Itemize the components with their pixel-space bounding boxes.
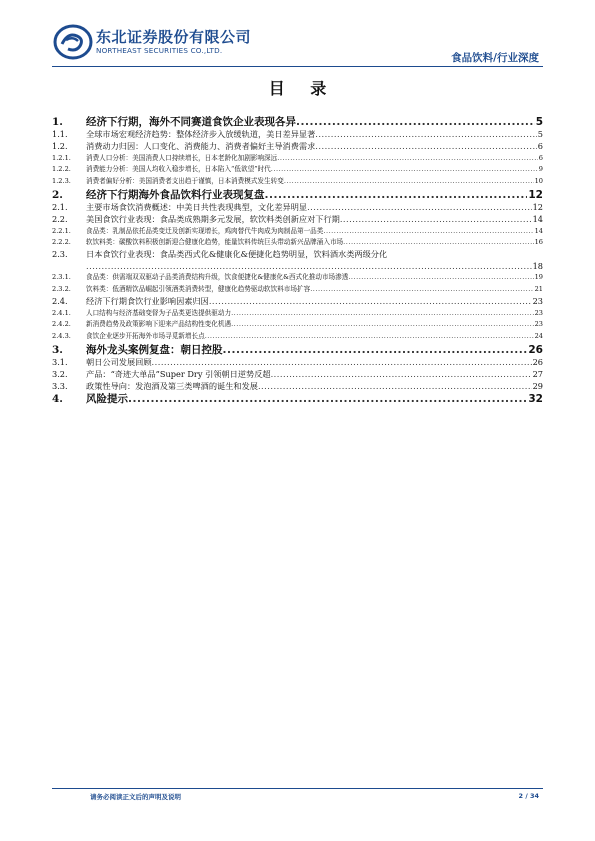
toc-entry[interactable] [52, 115, 543, 129]
toc-entry-page: 32 [528, 393, 543, 406]
toc-entry-title: 食品类：供需端双双驱动子品类消费结构升级，饮食便捷化&健康化&西式化推动市场渗透 [86, 273, 349, 282]
toc-leader-dots [315, 129, 537, 141]
footer-divider [52, 788, 543, 789]
company-name-cn: 东北证券股份有限公司 [96, 28, 252, 46]
toc-entry-page: 23 [534, 320, 543, 329]
toc-entry-page: 14 [532, 213, 543, 224]
toc-entry-page: 10 [534, 177, 543, 186]
toc-entry-title: 产品：“奇迹大单品”Super Dry 引领朝日逆势反超 [86, 368, 271, 379]
toc-entry-page: 23 [534, 308, 543, 317]
toc-entry-number: 2.4.2. [52, 320, 71, 329]
toc-entry-number: 3.1. [52, 356, 68, 367]
toc-leader-dots [231, 308, 534, 320]
toc-leader-dots [310, 284, 533, 296]
toc-entry[interactable] [52, 164, 543, 176]
toc-entry[interactable] [52, 141, 543, 153]
toc-entry-title: 主要市场食饮消费概述：中美日共性表现典型，文化差异明显 [86, 201, 308, 212]
toc-entry-title: 新消费趋势及政策影响下迎来产品结构性变化机遇 [86, 320, 232, 329]
toc-entry-number: 3. [52, 343, 63, 356]
toc-entry-title: 经济下行期食饮行业影响因素归因 [86, 295, 209, 306]
toc-entry[interactable] [52, 176, 543, 188]
toc-leader-dots [265, 188, 528, 202]
toc-entry[interactable] [52, 392, 543, 406]
toc-entry-title: 软饮料类：碳酸饮料积极创新迎合健康化趋势，能量饮料传统巨头带动新兴品牌涌入市场 [86, 238, 344, 247]
toc-entry-number: 1.1. [52, 129, 68, 139]
toc-entry-page: 14 [534, 226, 543, 235]
toc-entry-number: 2.3. [52, 249, 68, 260]
page-title: 目 录 [268, 79, 337, 98]
toc-leader-dots [315, 141, 537, 153]
toc-entry-number: 3.3. [52, 380, 68, 391]
page-number: 2 / 34 [518, 792, 539, 800]
toc-leader-dots [323, 226, 533, 238]
toc-entry[interactable] [52, 237, 543, 249]
toc-entry-number: 2.4.3. [52, 332, 71, 341]
toc-leader-dots [128, 392, 527, 406]
toc-entry-page: 6 [538, 153, 543, 162]
toc-entry-page: 18 [532, 261, 543, 272]
toc-entry-page: 26 [532, 356, 543, 367]
toc-entry-number: 2. [52, 188, 63, 201]
toc-entry[interactable] [52, 357, 543, 369]
toc-entry-title: 全球市场宏观经济趋势：整体经济步入放缓轨道，美日差异显著 [86, 129, 316, 139]
toc-entry-title: 食品类：乳制品依托品类变迁及创新实现增长，鸡肉替代牛肉成为肉制品第一品类 [86, 226, 324, 235]
toc-leader-dots [152, 357, 532, 369]
toc-entry-number: 2.2.1. [52, 226, 71, 235]
toc-entry-title: 朝日公司发展回顾 [86, 356, 152, 367]
toc-leader-dots [258, 381, 532, 393]
toc-entry[interactable] [52, 319, 543, 331]
toc-leader-dots [231, 319, 534, 331]
toc-entry-page: 16 [534, 238, 543, 247]
toc-entry[interactable] [52, 284, 543, 296]
toc-entry-number: 1.2.1. [52, 153, 71, 162]
toc-entry-page: 29 [532, 380, 543, 391]
toc-entry-number: 4. [52, 393, 63, 406]
toc-entry[interactable] [52, 331, 543, 343]
toc-leader-dots [209, 296, 532, 308]
toc-entry-number: 2.3.1. [52, 273, 71, 282]
toc-entry-title: 经济下行期，海外不同赛道食饮企业表现各异 [86, 116, 296, 128]
toc-entry-page: 6 [537, 140, 543, 151]
toc-entry-continuation[interactable] [52, 261, 543, 272]
toc-leader-dots [307, 202, 532, 214]
toc-entry[interactable] [52, 249, 543, 261]
toc-entry-number: 1.2.3. [52, 177, 71, 186]
toc-entry-title: 经济下行期海外食品饮料行业表现复盘 [86, 188, 265, 201]
toc-leader-dots [284, 176, 534, 188]
toc-entry-number: 1.2.2. [52, 165, 71, 174]
toc-leader-dots [343, 237, 533, 249]
footer-disclaimer: 请务必阅读正文后的声明及说明 [90, 793, 181, 801]
toc-entry-page: 23 [532, 295, 543, 306]
toc-leader-dots [340, 214, 532, 226]
toc-entry[interactable] [52, 202, 543, 214]
toc-entry-title: 日本食饮行业表现：食品类西式化&健康化&便捷化趋势明显，饮料酒水类两级分化 [86, 249, 388, 260]
toc-entry-number: 2.2. [52, 213, 68, 224]
toc-leader-dots [277, 153, 538, 165]
toc-entry[interactable] [52, 188, 543, 202]
toc-entry[interactable] [52, 369, 543, 381]
toc-entry-title: 消费能力分析：美国人均收入稳步增长，日本陷入“低欲望”时代 [86, 165, 271, 174]
toc-entry-page: 24 [534, 332, 543, 341]
toc-entry[interactable] [52, 272, 543, 284]
toc-entry[interactable] [52, 308, 543, 320]
toc-leader-dots [348, 272, 533, 284]
toc-entry-title: 风险提示 [86, 393, 128, 406]
toc-entry[interactable] [52, 153, 543, 165]
company-name-en: NORTHEAST SECURITIES CO.,LTD. [96, 46, 223, 55]
toc-entry-number: 1. [52, 116, 63, 128]
toc-entry[interactable] [52, 214, 543, 226]
toc-entry[interactable] [52, 381, 543, 393]
toc-entry-title: 人口结构与经济基础变督为子品类更迭提供驱动力 [86, 308, 232, 317]
report-category: 食品饮料/行业深度 [451, 52, 539, 64]
toc-entry-title: 消费动力归因：人口变化、消费能力、消费者偏好主导消费需求 [86, 140, 316, 151]
header-divider [52, 66, 543, 67]
table-of-contents [52, 115, 543, 406]
toc-entry[interactable] [52, 129, 543, 141]
toc-entry-page: 26 [528, 343, 543, 356]
toc-entry-page: 21 [534, 284, 543, 293]
toc-entry-page: 12 [532, 201, 543, 212]
toc-entry-page: 19 [534, 273, 543, 282]
toc-entry[interactable] [52, 226, 543, 238]
toc-leader-dots [205, 331, 534, 343]
toc-entry-page: 9 [538, 165, 543, 174]
toc-leader-dots [296, 115, 535, 129]
northeast-securities-logo-icon [53, 24, 93, 60]
toc-entry-number: 2.4.1. [52, 308, 71, 317]
toc-entry-number: 1.2. [52, 140, 68, 151]
toc-entry-number: 3.2. [52, 368, 68, 379]
page-header [0, 0, 595, 70]
toc-entry-title: 消费者偏好分析：美国消费者支出趋于谨慎，日本消费模式发生转变 [86, 177, 284, 186]
toc-entry-page: 27 [532, 368, 543, 379]
toc-entry-title: 美国食饮行业表现：食品类成熟期多元发展，软饮料类创新应对下行期 [86, 213, 340, 224]
toc-leader-dots [271, 369, 532, 381]
toc-entry-number: 2.3.2. [52, 284, 71, 293]
toc-entry-number: 2.4. [52, 295, 68, 306]
toc-entry-page: 5 [535, 116, 543, 128]
toc-entry-page: 5 [537, 129, 543, 139]
toc-entry-number: 2.2.2. [52, 238, 71, 247]
toc-entry-number: 2.1. [52, 201, 68, 212]
toc-entry-title: 食饮企业逐步开拓海外市场寻觅新增长点 [86, 332, 205, 341]
toc-entry-page: 12 [528, 188, 543, 201]
toc-leader-dots [223, 343, 528, 357]
toc-entry-title: 消费人口分析：美国消费人口持续增长，日本老龄化加剧影响深远 [86, 153, 278, 162]
toc-entry-title: 饮料类：低酒精饮品崛起引领酒类消费转型，健康化趋势驱动软饮料市场扩容 [86, 284, 311, 293]
toc-entry-title: 海外龙头案例复盘：朝日控股 [86, 343, 223, 356]
toc-leader-dots [271, 164, 538, 176]
toc-entry[interactable] [52, 296, 543, 308]
toc-entry[interactable] [52, 343, 543, 357]
toc-entry-title: 政策性导向：发泡酒及第三类啤酒的诞生和发展 [86, 380, 258, 391]
